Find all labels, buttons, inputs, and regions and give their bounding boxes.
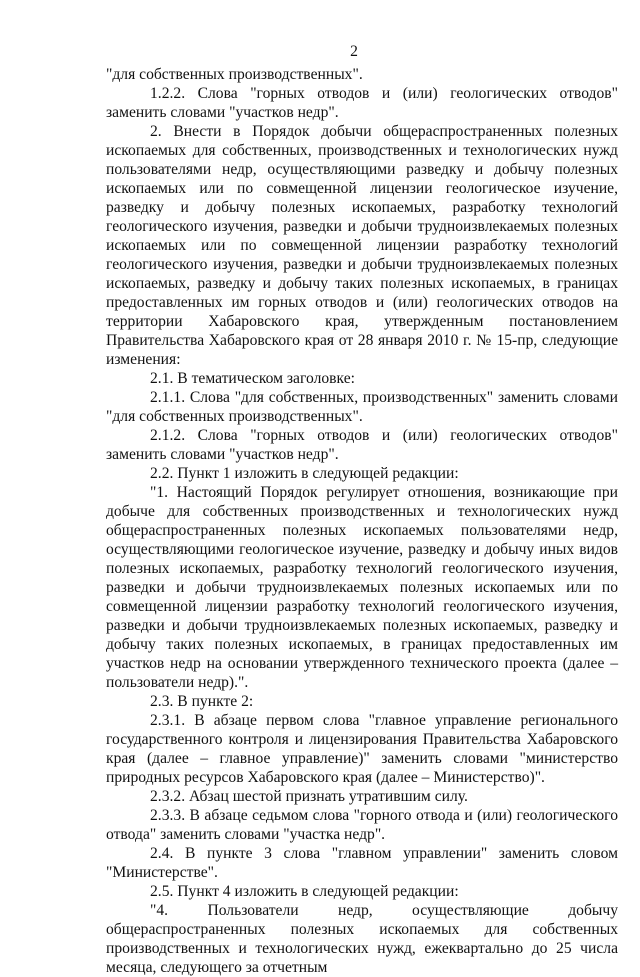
document-body bbox=[106, 65, 618, 977]
paragraph: 2.3.3. В абзаце седьмом слова "горного отвода и (или) геологического отвода" заменить словами "участка недр". bbox=[106, 807, 618, 843]
paragraph: 2.3.1. В абзаце первом слова "главное управление регионального государственного контроля и лицензирования Правительства Хабаровского края (далее – главное управление)" заменить словами "министерство природных ресурсов Хабаровского края (далее – Министерство)". bbox=[106, 712, 618, 786]
paragraph: 2.2. Пункт 1 изложить в следующей редакции: bbox=[150, 465, 459, 482]
paragraph: "для собственных производственных". bbox=[106, 66, 363, 83]
paragraph: 2.1. В тематическом заголовке: bbox=[150, 370, 355, 387]
paragraph: 2.1.1. Слова "для собственных, производственных" заменить словами "для собственных производственных". bbox=[106, 389, 618, 425]
paragraph: 2.3.2. Абзац шестой признать утратившим силу. bbox=[150, 788, 468, 805]
paragraph: "4. Пользователи недр, осуществляющие добычу общераспространенных полезных ископаемых для собственных производственных и технологических нужд, ежеквартально до 25 числа месяца, следующего за отчетным bbox=[106, 902, 618, 976]
paragraph: 2.1.2. Слова "горных отводов и (или) геологических отводов" заменить словами "участков недр". bbox=[106, 427, 618, 463]
paragraph: 2.4. В пункте 3 слова "главном управлении" заменить словом "Министерстве". bbox=[106, 845, 618, 881]
page-number: 2 bbox=[350, 43, 358, 60]
paragraph: "1. Настоящий Порядок регулирует отношения, возникающие при добыче для собственных производственных и технологических нужд общераспространенных полезных ископаемых пользователями недр, осуществляющими геологическое изучение, разведку и добычу иных видов полезных ископаемых, разработку технологий геологического изучения, разведки и добычи трудноизвлекаемых полезных ископаемых или по совмещенной лицензии разработку технологий геологического изучения, разведки и добычи трудноизвлекаемых полезных ископаемых, разведку и добычу таких полезных ископаемых, в границах предоставленных им участков недр на основании утвержденного технического проекта (далее – пользователи недр).". bbox=[106, 484, 618, 691]
paragraph: 2.5. Пункт 4 изложить в следующей редакции: bbox=[150, 883, 459, 900]
paragraph: 2.3. В пункте 2: bbox=[150, 693, 254, 710]
paragraph: 2. Внести в Порядок добычи общераспространенных полезных ископаемых для собственных, производственных и технологических нужд пользователями недр, осуществляющими разведку и добычу полезных ископаемых или по совмещенной лицензии геологическое изучение, разведку и добычу полезных ископаемых, разработку технологий геологического изучения, разведки и добычи трудноизвлекаемых полезных ископаемых или по совмещенной лицензии разработку технологий геологического изучения, разведки и добычи трудноизвлекаемых полезных ископаемых, разведку и добычу таких полезных ископаемых, в границах предоставленных им горных отводов и (или) геологических отводов на территории Хабаровского края, утвержденным постановлением Правительства Хабаровского края от 28 января 2010 г. № 15-пр, следующие изменения: bbox=[106, 123, 618, 368]
paragraph: 1.2.2. Слова "горных отводов и (или) геологических отводов" заменить словами "участков недр". bbox=[106, 85, 618, 121]
